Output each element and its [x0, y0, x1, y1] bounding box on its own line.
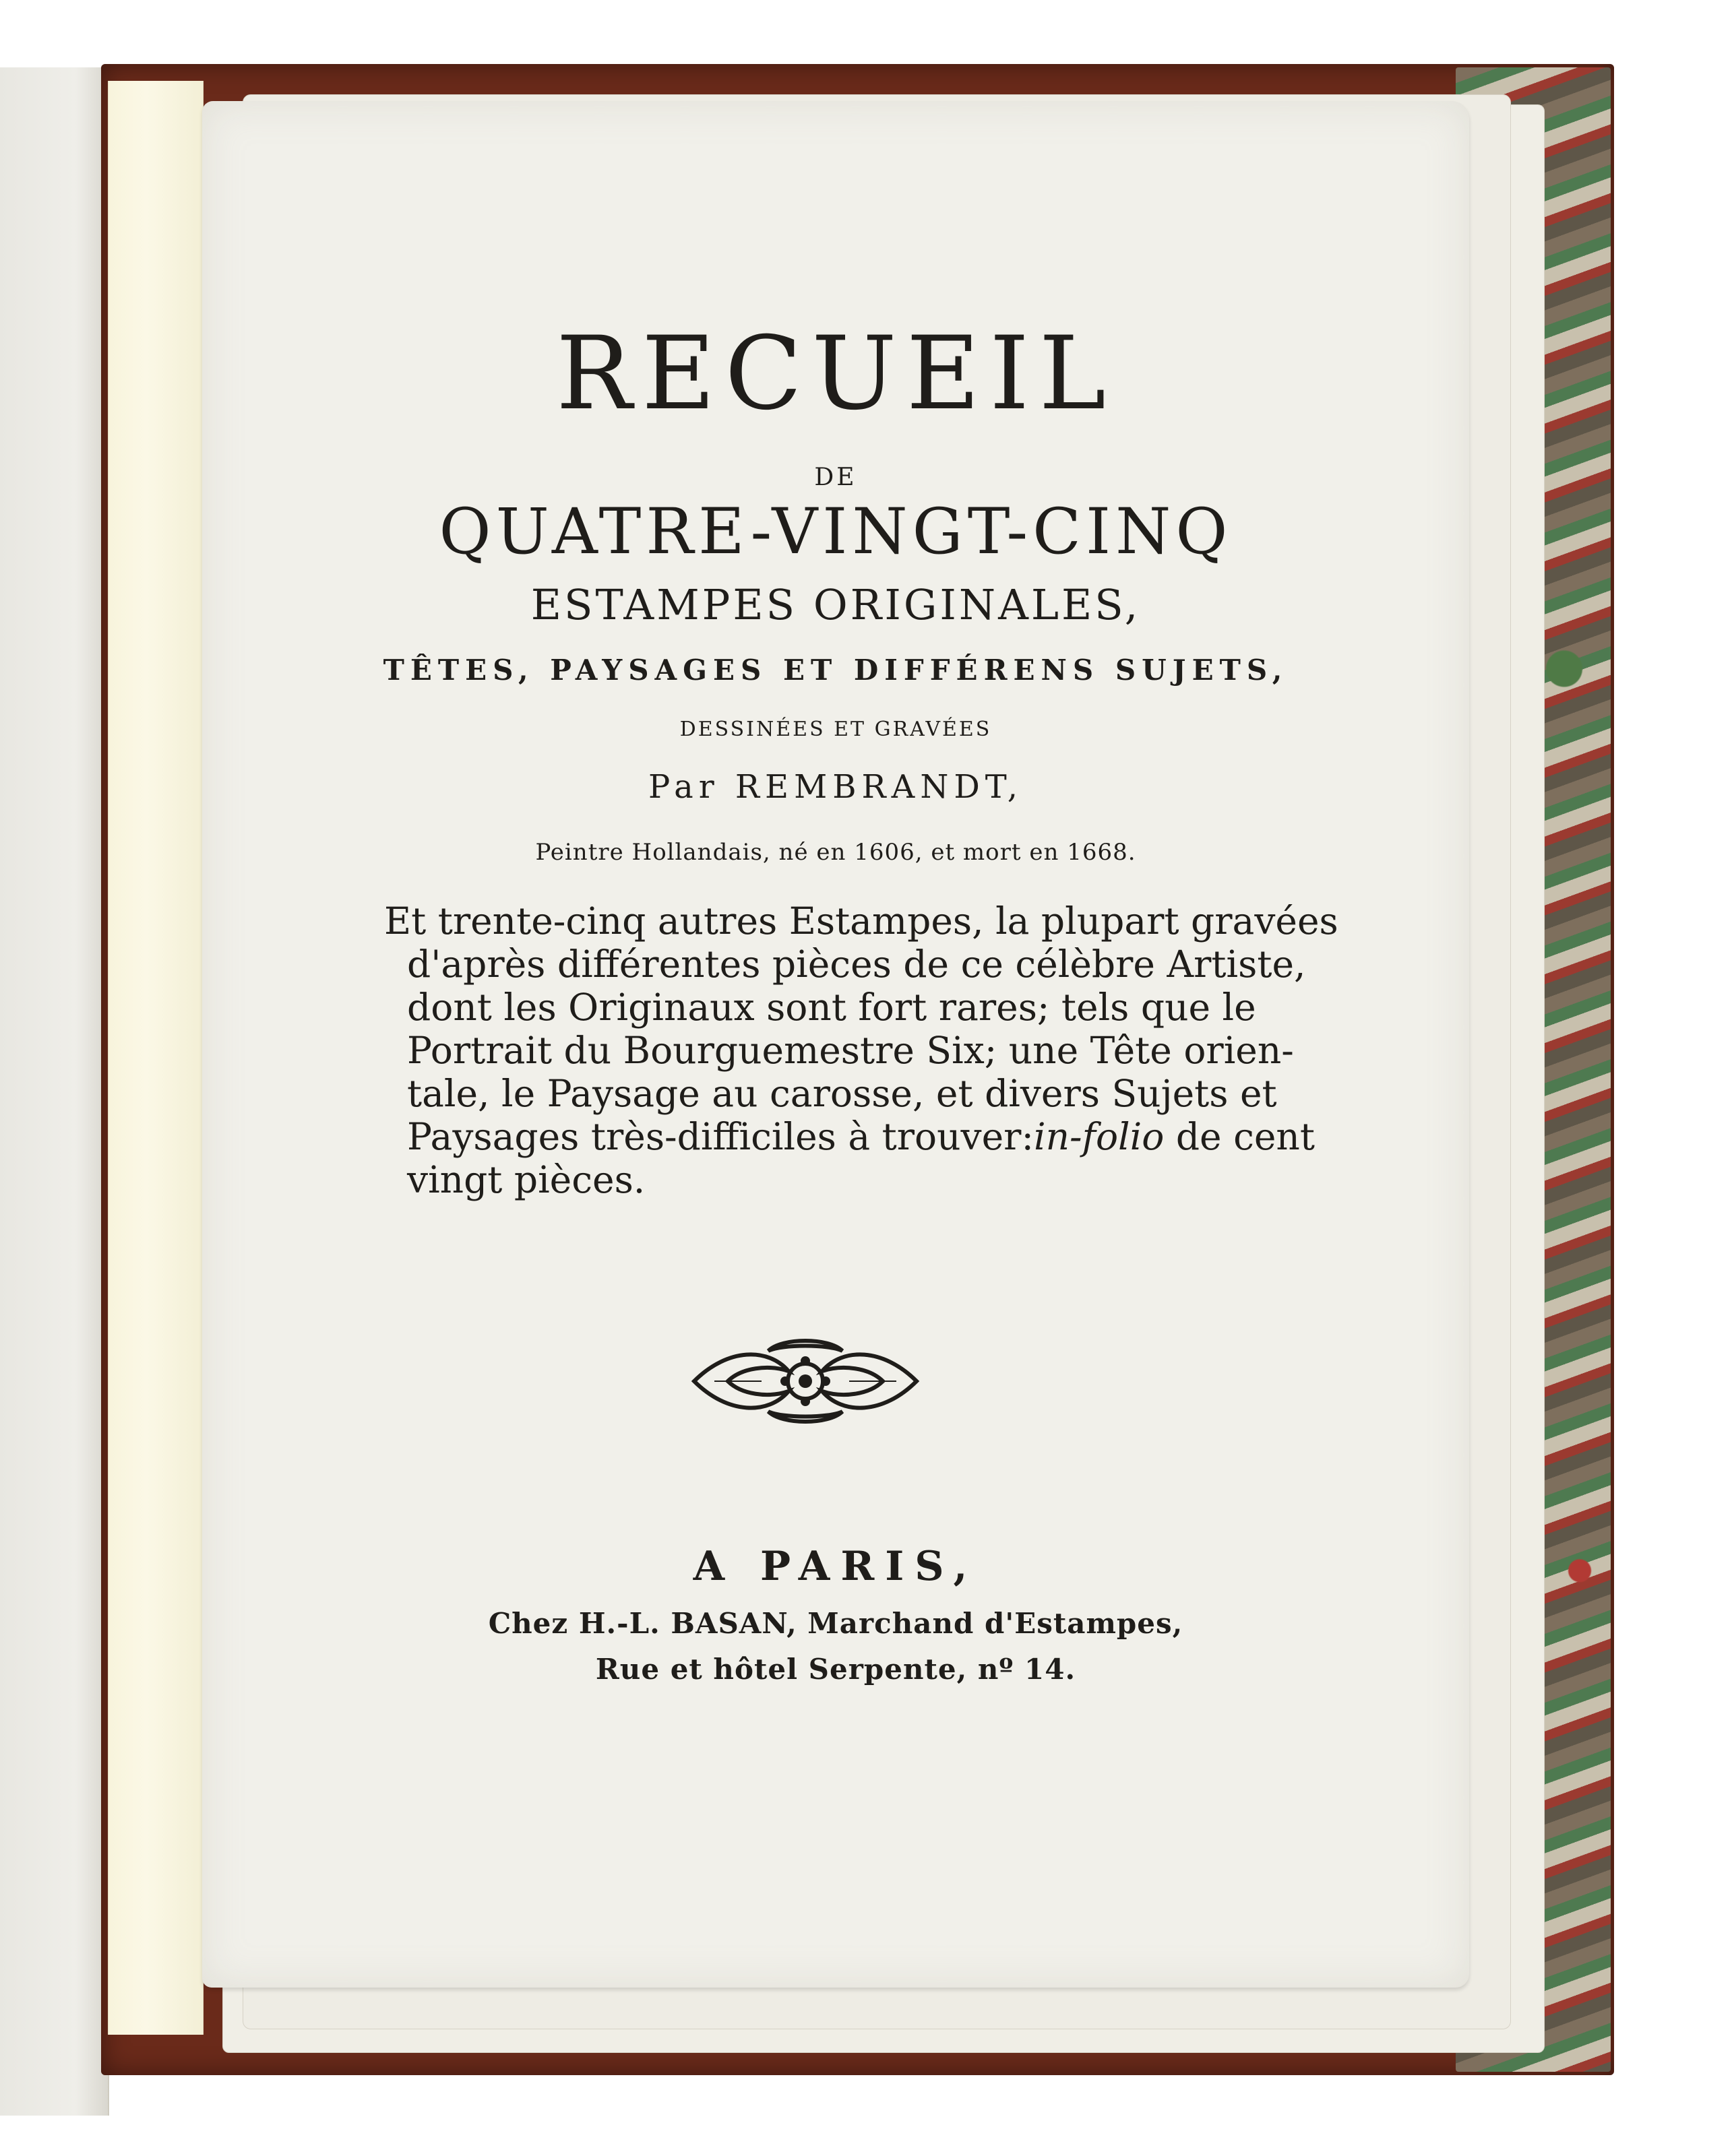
paragraph-line-end: de cent: [1164, 1115, 1315, 1158]
book-gutter: [108, 81, 204, 2035]
author-dates: Peintre Hollandais, né en 1606, et mort en 1668.: [535, 839, 1136, 866]
title-subtitle: ESTAMPES ORIGINALES,: [530, 580, 1141, 629]
paragraph-line: tale, le Paysage au carosse, et divers Sujets et: [407, 1072, 1277, 1115]
title-dessinees: DESSINÉES ET GRAVÉES: [679, 718, 992, 741]
paragraph-line: Portrait du Bourguemestre Six; une Tête orien-: [407, 1029, 1294, 1072]
title-author: Par REMBRANDT,: [648, 768, 1024, 806]
paragraph-line: Et trente-cinq autres Estampes, la plupart gravées: [384, 899, 1338, 943]
imprint-city: A PARIS,: [693, 1543, 979, 1590]
paragraph-line: dont les Originaux sont fort rares; tels que le: [407, 986, 1256, 1029]
title-de: DE: [814, 464, 857, 491]
title-number: QUATRE-VINGT-CINQ: [439, 495, 1233, 569]
page-title: RECUEIL: [556, 315, 1115, 433]
title-subjects: TÊTES, PAYSAGES ET DIFFÉRENS SUJETS,: [383, 654, 1289, 687]
paragraph-line-start: Paysages très-difficiles à trouver:: [407, 1115, 1034, 1158]
paragraph-line: d'après différentes pièces de ce célèbre Artiste,: [407, 943, 1306, 986]
in-folio-italic: in-folio: [1033, 1115, 1165, 1158]
paragraph-line: vingt pièces.: [407, 1158, 646, 1201]
description-paragraph: [384, 899, 1338, 1201]
imprint-address: Rue et hôtel Serpente, nº 14.: [595, 1653, 1076, 1686]
facing-page: [0, 67, 109, 2116]
paragraph-line: [384, 1115, 1315, 1158]
imprint-publisher: Chez H.-L. BASAN, Marchand d'Estampes,: [488, 1607, 1183, 1640]
floral-ornament-icon: [687, 1334, 923, 1428]
